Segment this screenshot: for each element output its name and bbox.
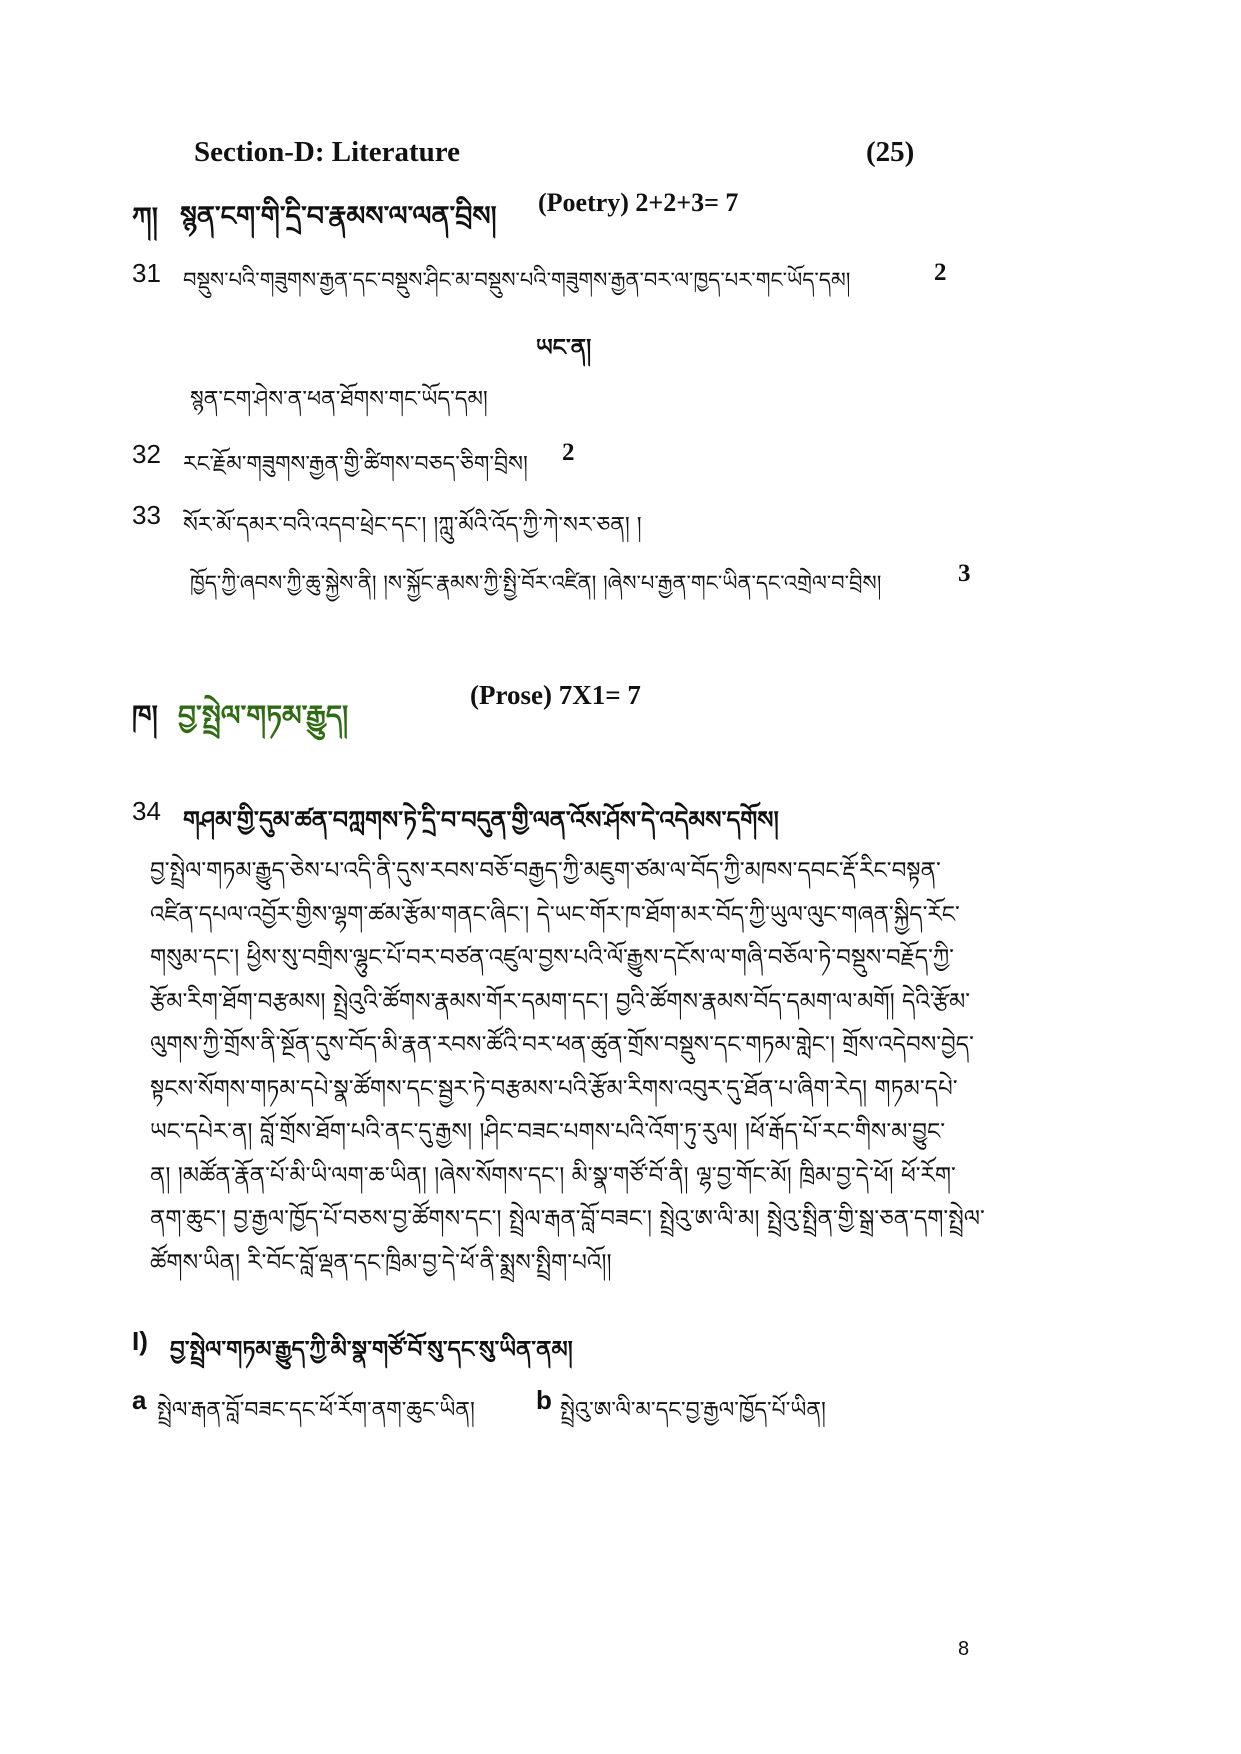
q34-text: གཤམ་གྱི་དུམ་ཚན་བཀླགས་ཏེ་དྲི་བ་བདུན་གྱི་ལན་འོས་ཤོས་དེ་འདེམས་དགོས།: [183, 806, 779, 834]
q33-marks: 3: [958, 560, 971, 587]
passage-line: ཚོགས་ཡིན། རི་བོང་བློ་ལྡན་དང་ཁྲིམ་བྱ་དེ་ཕོ་ནི་སྨྲས་སྤྲིག་པའོ།།: [150, 1249, 612, 1276]
q31-number: 31: [132, 258, 161, 288]
q32-marks: 2: [562, 439, 575, 466]
q31-or: ཡང་ན།: [536, 335, 592, 361]
q33-number: 33: [132, 500, 161, 530]
passage-line: ལུགས་ཀྱི་གྲོས་ནི་སྔོན་དུས་བོད་མི་རྣན་རབས་ཚོའི་བར་ཕན་ཚུན་གྲོས་བསྡུས་དང་གཏམ་གླེང་། གྲོས་འདེབས་བྱེད་: [150, 1032, 974, 1058]
q34-number: 34: [132, 796, 161, 826]
q31-marks: 2: [934, 259, 947, 286]
part-kha-title: བྱ་སྤྲེལ་གཏམ་རྒྱུད།: [178, 699, 349, 732]
q31-alt-text: སྙན་ངག་ཤེས་ན་ཕན་ཐོགས་གང་ཡོད་དམ།: [190, 387, 488, 412]
part-kha-type: (Prose) 7X1= 7: [470, 680, 641, 710]
q-i-text: བྱ་སྤྲེལ་གཏམ་རྒྱུད་ཀྱི་མི་སྣ་གཙོ་བོ་སུ་དང་སུ་ཡིན་ནམ།: [170, 1337, 573, 1363]
passage-line: འཛིན་དཔལ་འབྱོར་གྱིས་ལྷག་ཚམ་རྩོམ་གནང་ཞིང་། དེ་ཡང་གོར་ཁ་ཐོག་མར་བོད་ཀྱི་ཡུལ་ལུང་གཞན་སྐྱིད་རོང་: [150, 901, 960, 928]
part-ka-type: (Poetry) 2+2+3= 7: [538, 188, 739, 217]
passage-line: ནག་ཆུང་། བྱ་རྒྱལ་ཁྱོད་པོ་བཅས་བྱ་ཚོགས་དང་། སྤྲེལ་རྒན་བློ་བཟང་། སྤྲེའུ་ཨ་ལི་མ། སྤྲེའུ་སྤྲིན་གྱི་སྒྲ་ཅན་དག་སྤྲེལ་: [150, 1206, 985, 1232]
q33-text: སོར་མོ་དམར་བའི་འདབ་ཕྲེང་དང་། །ཀླུ་མོའི་འོད་ཀྱི་ཀེ་སར་ཅན། །: [183, 513, 642, 538]
passage-line: ཡང་དཔེར་ན། བློ་གྲོས་ཐོག་པའི་ནང་དུ་རྒྱས། །ཤིང་བཟང་པགས་པའི་འོག་ཏུ་རུལ། །ཕོ་རྒོད་པོ་རང་གིས་མ་བྱུང་: [150, 1119, 946, 1145]
part-ka-label: ཀ།: [132, 201, 158, 234]
q32-text: རང་རྗོམ་གཟུགས་རྒྱན་གྱི་ཚིགས་བཅད་ཅིག་བྲིས།: [183, 452, 528, 477]
q32-number: 32: [132, 439, 161, 469]
passage-line: གསུམ་དང་། ཕྱིས་སུ་བགྲིས་ལྷུང་པོ་བར་བཙན་འཛུལ་བྱས་པའི་ལོ་རྒྱུས་དངོས་ལ་གཞི་བཅོལ་ཏེ་བསྡུས་བརྗོད་ཀྱི་: [150, 945, 954, 971]
option-b-letter: b: [536, 1385, 552, 1415]
part-ka-title: སྙན་ངག་གི་དྲི་བ་རྣམས་ལ་ལན་བྲིས།: [180, 201, 497, 232]
option-b-text: སྤྲེའུ་ཨ་ལི་མ་དང་བྱ་རྒྱལ་ཁྱོད་པོ་ཡིན།: [560, 1398, 826, 1423]
section-marks: (25): [866, 136, 915, 168]
passage-line: སྟངས་སོགས་གཏམ་དཔེ་སྣ་ཚོགས་དང་སྦྱར་ཏེ་བརྩམས་པའི་རྩོམ་རིགས་འབུར་དུ་ཐོན་པ་ཞིག་རེད། གཏམ་དཔེ་: [150, 1075, 958, 1102]
passage-line: རྩོམ་རིག་ཐོག་བརྩམས། སྤྲེའུའི་ཚོགས་རྣམས་གོར་དམག་དང་། བྱའི་ཚོགས་རྣམས་བོད་དམག་ལ་མགོ། དེའི་རྩོམ་: [150, 988, 971, 1015]
passage-line: ན། །མཚོན་རྣོན་པོ་མི་ཡི་ལག་ཆ་ཡིན། །ཞེས་སོགས་དང་། མི་སྣ་གཙོ་བོ་ནི། ལྷ་བྱ་གོང་མོ། ཁྲིམ་བྱ་དེ་ཕོ། ཕོ་རོག་: [150, 1162, 956, 1189]
q-i-label: I): [132, 1326, 148, 1356]
passage-line: བྱ་སྤྲེལ་གཏམ་རྒྱུད་ཅེས་པ་འདི་ནི་དུས་རབས་བཅོ་བརྒྱད་ཀྱི་མཇུག་ཙམ་ལ་བོད་ཀྱི་མཁས་དབང་རྡོ་རིང་བསྟན་: [150, 858, 941, 884]
option-a-text: སྤྲེལ་རྒན་བློ་བཟང་དང་ཕོ་རོག་ནག་ཆུང་ཡིན།: [157, 1398, 475, 1423]
q31-text: བསྡུས་པའི་གཟུགས་རྒྱན་དང་བསྡུས་ཤིང་མ་བསྡུས་པའི་གཟུགས་རྒྱན་བར་ལ་ཁྱད་པར་གང་ཡོད་དམ།: [183, 268, 851, 292]
page-number: 8: [958, 1638, 970, 1660]
part-kha-label: ཁ།: [132, 699, 158, 732]
q33-line2: ཁྱོད་ཀྱི་ཞབས་ཀྱི་ཆུ་སྐྱེས་ནི། །ས་སྐྱོང་རྣམས་ཀྱི་སྤྱི་བོར་འཛིན། །ཞེས་པ་རྒྱན་གང་ཡིན་དང་འགྲེལ་བ་བྲིས།: [190, 571, 882, 595]
reading-passage: [150, 850, 1090, 1285]
option-a-letter: a: [132, 1385, 147, 1415]
section-title: Section-D: Literature: [194, 136, 461, 168]
